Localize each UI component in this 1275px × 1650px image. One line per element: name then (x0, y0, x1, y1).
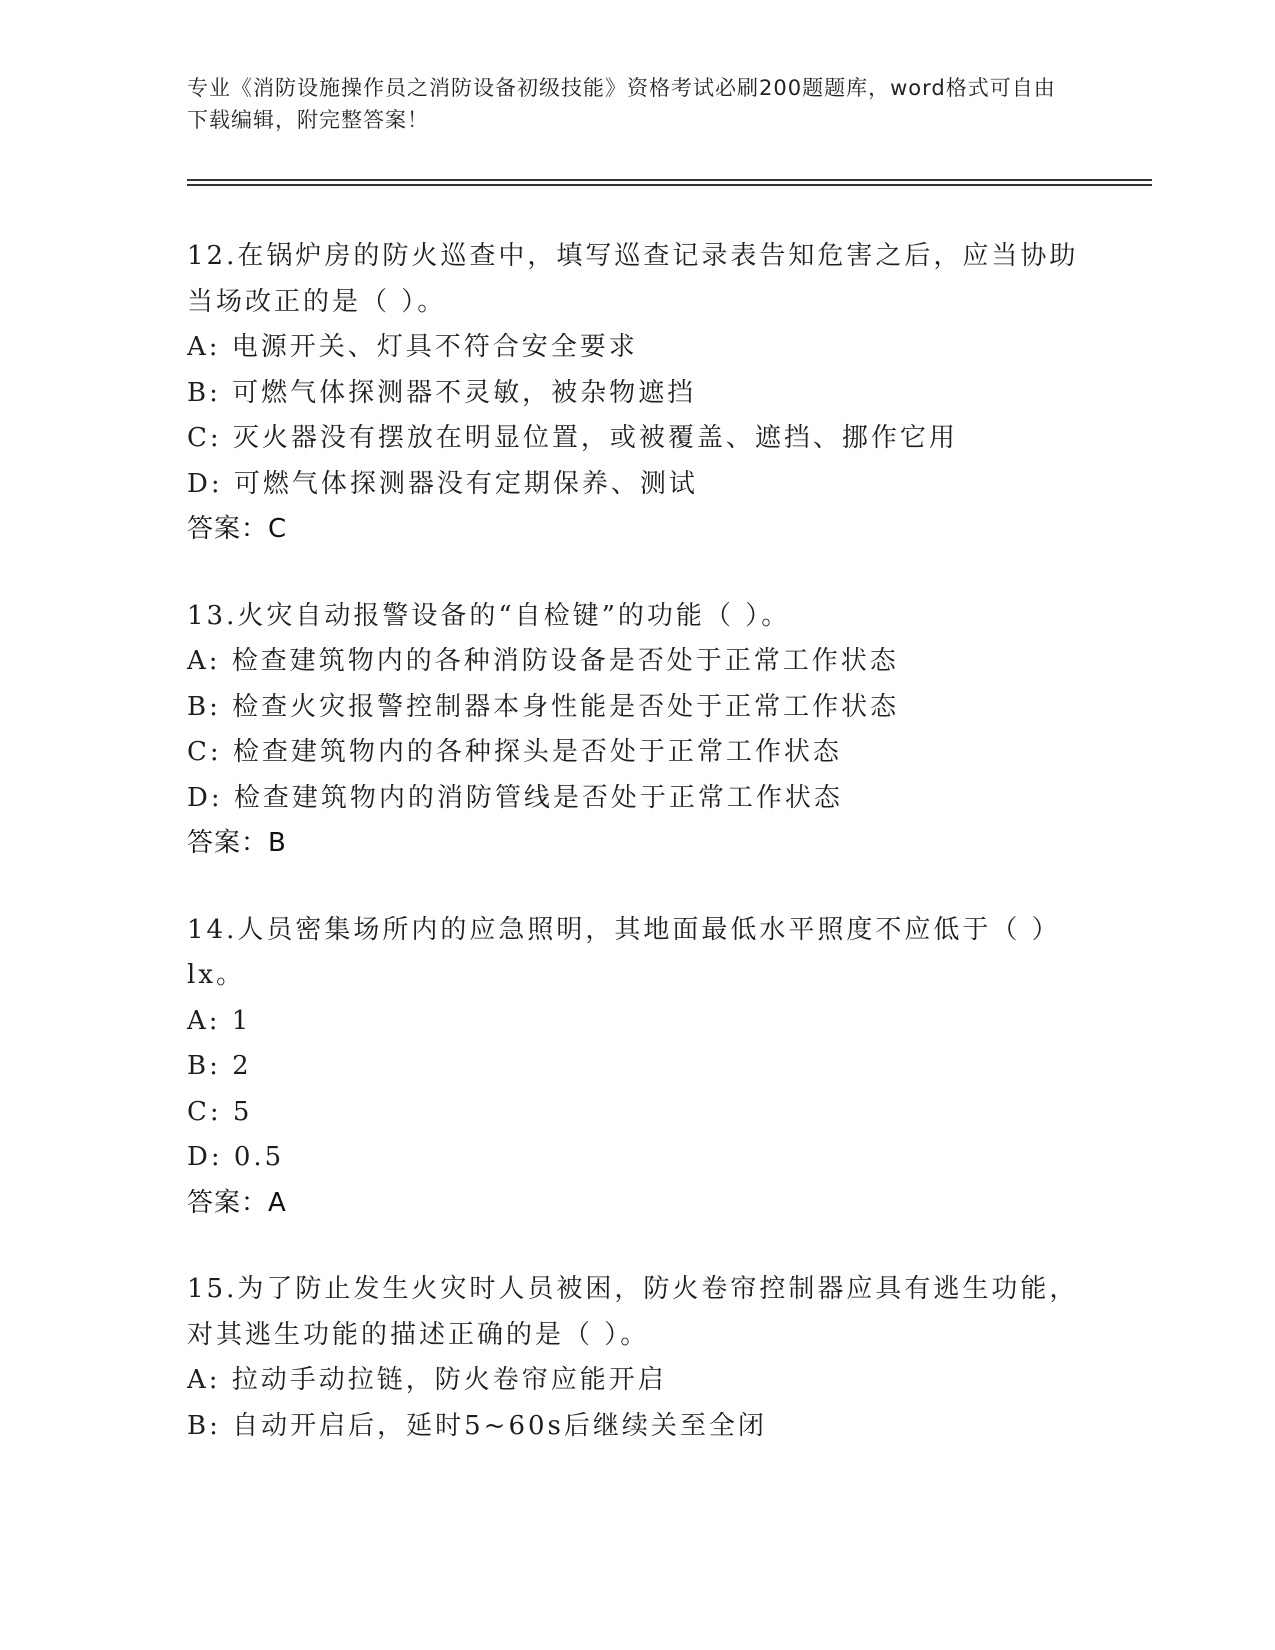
option-b: B: 自动开启后，延时5~60s后继续关至全闭 (187, 1410, 767, 1441)
option-d: D: 可燃气体探测器没有定期保养、测试 (187, 468, 698, 499)
option-b: B: 2 (187, 1051, 252, 1081)
option-b: B: 可燃气体探测器不灵敏，被杂物遮挡 (187, 377, 697, 408)
question-stem: 13.火灾自动报警设备的“自检键”的功能（ ）。 (187, 600, 791, 631)
option-d: D: 检查建筑物内的消防管线是否处于正常工作状态 (187, 782, 843, 813)
option-a: A: 检查建筑物内的各种消防设备是否处于正常工作状态 (187, 646, 899, 676)
question-12 (187, 234, 1087, 553)
option-c: C: 检查建筑物内的各种探头是否处于正常工作状态 (187, 737, 842, 767)
question-list (187, 234, 1087, 1490)
option-c: C: 5 (187, 1096, 253, 1127)
option-b: B: 检查火灾报警控制器本身性能是否处于正常工作状态 (187, 691, 900, 722)
question-15 (187, 1267, 1087, 1449)
question-stem-continued: 当场改正的是（ ）。 (187, 286, 447, 317)
question-13 (187, 594, 1087, 867)
option-a: A: 拉动手动拉链，防火卷帘应能开启 (187, 1365, 667, 1395)
document-intro: 专业《消防设施操作员之消防设备初级技能》资格考试必刷200题题库，word格式可自由下载编辑，附完整答案！ (187, 76, 1056, 132)
question-stem-continued: 对其逃生功能的描述正确的是（ ）。 (187, 1319, 650, 1350)
question-stem: 14.人员密集场所内的应急照明，其地面最低水平照度不应低于（ ） (187, 914, 1061, 945)
answer-line: 答案：B (187, 828, 287, 858)
option-d: D: 0.5 (187, 1142, 285, 1172)
option-c: C: 灭火器没有摆放在明显位置，或被覆盖、遮挡、挪作它用 (187, 423, 958, 453)
answer-line: 答案：C (187, 514, 288, 544)
answer-line: 答案：A (187, 1187, 287, 1218)
question-14 (187, 908, 1087, 1227)
option-a: A: 电源开关、灯具不符合安全要求 (187, 332, 638, 362)
question-stem: 12.在锅炉房的防火巡查中，填写巡查记录表告知危害之后，应当协助 (187, 241, 1079, 271)
header-rule-top (187, 179, 1152, 181)
option-a: A: 1 (187, 1005, 252, 1036)
question-stem: 15.为了防止发生火灾时人员被困，防火卷帘控制器应具有逃生功能， (187, 1274, 1079, 1304)
question-stem-continued: lx。 (187, 960, 245, 990)
header-rule-bottom (187, 184, 1152, 186)
